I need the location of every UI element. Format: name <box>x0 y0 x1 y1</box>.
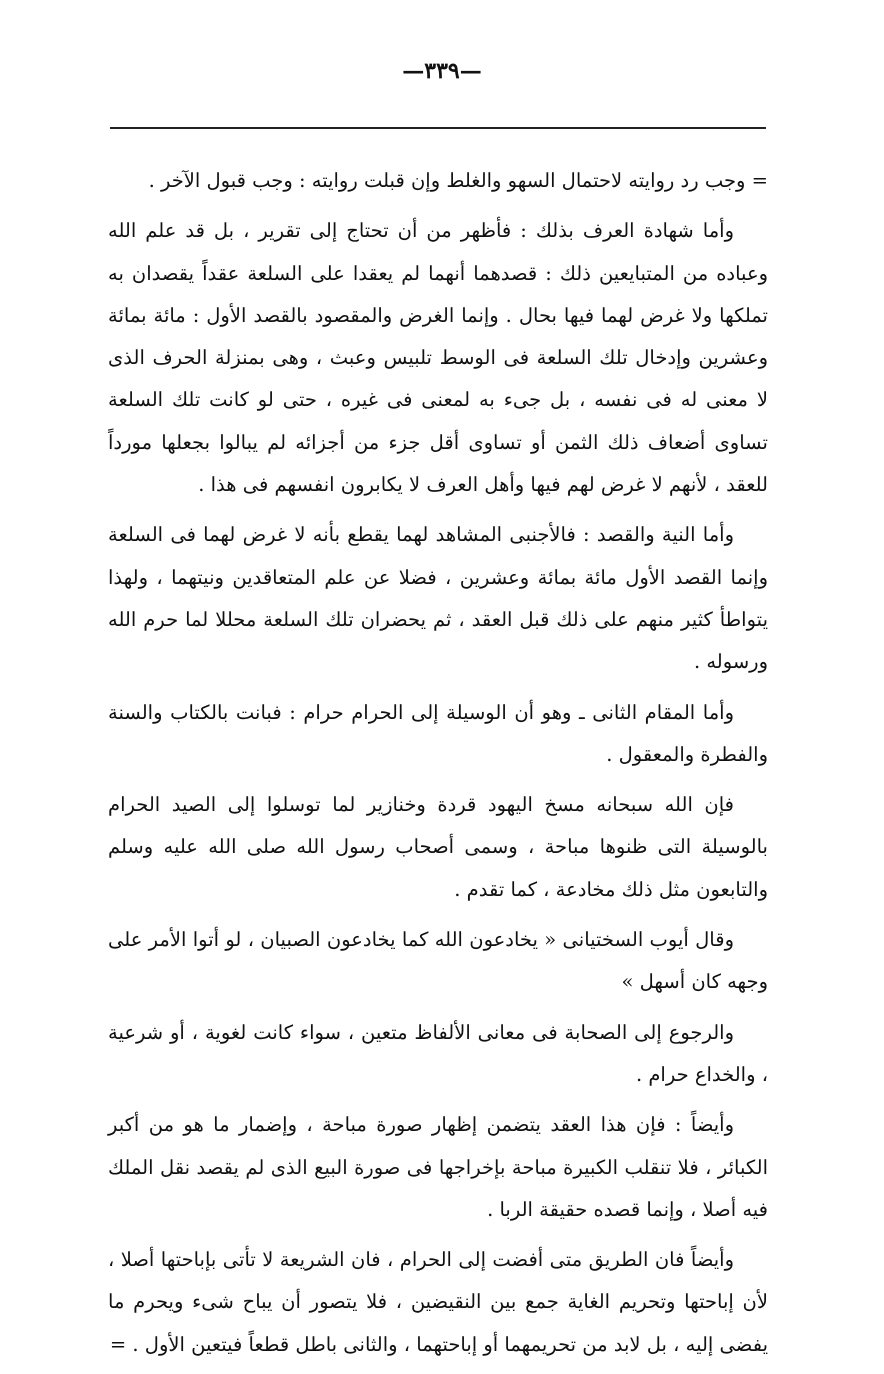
paragraph-custom-testimony: وأما شهادة العرف بذلك : فأظهر من أن تحتاج إلى تقرير ، بل قد علم الله وعباده من المتبايعين ذلك : قصدهما أنهما لم يعقدا على السلعة عقداً يقصدان به تملكها ولا غرض لهما فيها بحال . وإنما الغرض والمقصود بالقصد الأول : مائة بمائة وعشرين وإدخال تلك السلعة فى الوسط تلبيس وعبث ، وهى بمنزلة الحرف الذى لا معنى له فى نفسه ، بل جىء به لمعنى فى غيره ، حتى لو كانت تلك السلعة تساوى أضعاف ذلك الثمن أو تساوى أقل جزء من أجزائه لم يبالوا بجعلها مورداً للعقد ، لأنهم لا غرض لهم فيها وأهل العرف لا يكابرون انفسهم فى هذا . <box>108 219 768 497</box>
paragraph-second-position: وأما المقام الثانى ـ وهو أن الوسيلة إلى الحرام حرام : فبانت بالكتاب والسنة والفطرة والمعقول . <box>108 700 768 766</box>
page-number: —٣٣٩— <box>402 58 482 84</box>
paragraph-continuation: = وجب رد روايته لاحتمال السهو والغلط وإن قبلت روايته : وجب قبول الآخر . <box>148 169 768 192</box>
paragraph-intention: وأما النية والقصد : فالأجنبى المشاهد لهما يقطع بأنه لا غرض لهما فى السلعة وإنما القصد الأول مائة بمائة وعشرين ، فضلا عن علم المتعاقدين ونيتهما ، ولهذا يتواطأ كثير منهم على ذلك قبل العقد ، ثم يحضران تلك السلعة محللا لما حرم الله ورسوله . <box>108 523 768 674</box>
page-body <box>108 160 768 1374</box>
paragraph-means-to-forbidden: وأيضاً فان الطريق متى أفضت إلى الحرام ، فان الشريعة لا تأتى بإباحتها أصلا ، لأن إباحتها وتحريم الغاية جمع بين النقيضين ، فلا يتصور أن يباح شىء ويحرم ما يفضى إليه ، بل لابد من تحريمهما أو إباحتهما ، والثانى باطل قطعاً فيتعين الأول . = <box>108 1248 768 1356</box>
header-rule <box>110 127 766 129</box>
paragraph-companions: والرجوع إلى الصحابة فى معانى الألفاظ متعين ، سواء كانت لغوية ، أو شرعية ، والخداع حرام . <box>108 1020 768 1086</box>
paragraph-contract-form: وأيضاً : فإن هذا العقد يتضمن إظهار صورة مباحة ، وإضمار ما هو من أكبر الكبائر ، فلا تنقلب الكبيرة مباحة بإخراجها فى صورة البيع الذى لم يقصد نقل الملك فيه أصلا ، وإنما قصده حقيقة الربا . <box>108 1113 768 1221</box>
paragraph-sabbath: فإن الله سبحانه مسخ اليهود قردة وخنازير لما توسلوا إلى الصيد الحرام بالوسيلة التى ظنوها مباحة ، وسمى أصحاب رسول الله صلى الله عليه وسلم والتابعون مثل ذلك مخادعة ، كما تقدم . <box>108 793 768 901</box>
paragraph-ayyub-quote: وقال أيوب السختيانى « يخادعون الله كما يخادعون الصبيان ، لو أتوا الأمر على وجهه كان أسهل » <box>108 928 768 994</box>
